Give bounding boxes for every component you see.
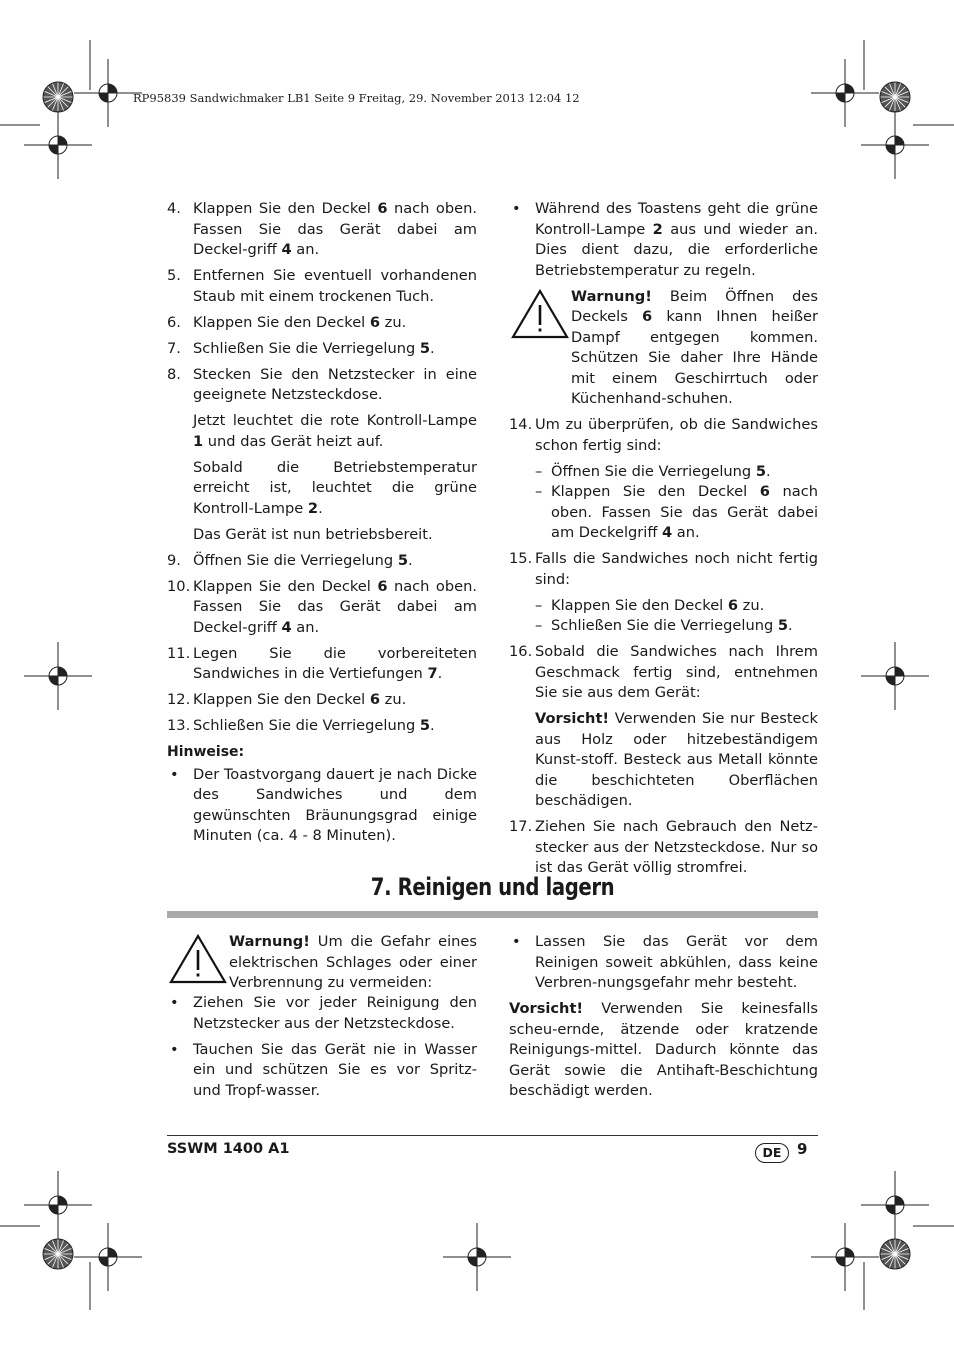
list-item: 16. Sobald die Sandwiches nach Ihrem Geschmack fertig sind, entnehmen Sie sie aus dem Gerät: (509, 643, 818, 701)
warning-icon (167, 932, 229, 986)
list-item: 14. Um zu überprüfen, ob die Sandwiches schon fertig sind: (509, 416, 818, 454)
section-right-column (509, 932, 818, 1102)
list-bullet: • Während des Toastens geht die grüne Kontroll-Lampe 2 aus und wieder an. Dies dient dazu, die erforderliche Betriebstemperatur zu regeln. (512, 200, 818, 279)
warning-icon (509, 287, 571, 341)
caution-note: Vorsicht! Verwenden Sie nur Besteck aus Holz oder hitzebeständigem Kunst-stoff. Besteck aus Metall könnte die beschichteten Oberflächen beschädigen. (535, 710, 818, 809)
list-item: 7. Schließen Sie die Verriegelung 5. (167, 339, 435, 357)
left-column (167, 199, 477, 852)
section-title: 7. Reinigen und lagern (370, 873, 615, 901)
dash-item: – Klappen Sie den Deckel 6 nach oben. Fassen Sie das Gerät dabei am Deckelgriff 4 an. (535, 483, 818, 541)
warning-block: Warnung! Beim Öffnen des Deckels 6 kann Ihnen heißer Dampf entgegen kommen. Schützen Sie daher Ihre Hände mit einem Geschirrtuch oder Küchenhand-schuhen. (509, 287, 818, 410)
list-item-note: Das Gerät ist nun betriebsbereit. (193, 525, 433, 543)
note-bullet: • Der Toastvorgang dauert je nach Dicke des Sandwiches und dem gewünschten Bräunungsgrad einige Minuten (ca. 4 - 8 Minuten). (170, 765, 477, 844)
list-item: 4. Klappen Sie den Deckel 6 nach oben. Fassen Sie das Gerät dabei am Deckel-griff 4 an. (167, 200, 477, 258)
language-badge: DE (755, 1143, 789, 1163)
list-item: 8. Stecken Sie den Netzstecker in eine geeignete Netzsteckdose. (167, 365, 477, 403)
list-item: 12. Klappen Sie den Deckel 6 zu. (167, 691, 407, 708)
section-left-column (167, 932, 477, 1107)
caution-note: Vorsicht! Verwenden Sie keinesfalls scheu-ernde, ätzende oder kratzende Reinigungs-mittel. Dadurch könnte das Gerät sowie die Antihaft-Beschichtung beschädigt werden. (509, 1000, 818, 1099)
dash-item: – Schließen Sie die Verriegelung 5. (535, 617, 793, 634)
list-item: 13. Schließen Sie die Verriegelung 5. (167, 717, 435, 734)
list-item: 9. Öffnen Sie die Verriegelung 5. (167, 551, 413, 569)
list-bullet: • Ziehen Sie vor jeder Reinigung den Netzstecker aus der Netzsteckdose. (170, 994, 477, 1032)
footer-rule (167, 1135, 818, 1136)
list-item-note: Jetzt leuchtet die rote Kontroll-Lampe 1 und das Gerät heizt auf. (193, 412, 477, 450)
notes-heading: Hinweise: (167, 744, 245, 760)
list-item: 6. Klappen Sie den Deckel 6 zu. (167, 313, 407, 331)
dash-item: – Klappen Sie den Deckel 6 zu. (535, 596, 765, 614)
list-item: 10. Klappen Sie den Deckel 6 nach oben. Fassen Sie das Gerät dabei am Deckel-griff 4 an. (167, 577, 477, 636)
list-item: 5. Entfernen Sie eventuell vorhandenen Staub mit einem trockenen Tuch. (167, 267, 477, 305)
right-column (509, 199, 818, 884)
page-number: 9 (797, 1140, 808, 1158)
footer-model: SSWM 1400 A1 (167, 1141, 290, 1157)
list-bullet: • Lassen Sie das Gerät vor dem Reinigen soweit abkühlen, dass keine Verbren-nungsgefahr mehr besteht. (512, 933, 818, 991)
list-item-note: Sobald die Betriebstemperatur erreicht ist, leuchtet die grüne Kontroll-Lampe 2. (193, 458, 477, 517)
print-header: RP95839 Sandwichmaker LB1 Seite 9 Freitag, 29. November 2013 12:04 12 (133, 91, 580, 105)
list-item: 11. Legen Sie die vorbereiteten Sandwiches in die Vertiefungen 7. (167, 644, 477, 682)
dash-item: – Öffnen Sie die Verriegelung 5. (535, 462, 771, 480)
section-rule (167, 911, 818, 918)
warning-block: Warnung! Um die Gefahr eines elektrischen Schlages oder einer Verbrennung zu vermeiden: (167, 932, 477, 994)
list-item: 15. Falls die Sandwiches noch nicht fertig sind: (509, 550, 818, 588)
list-item: 17. Ziehen Sie nach Gebrauch den Netz-stecker aus der Netzsteckdose. Nur so ist das Gerät völlig stromfrei. (509, 818, 818, 876)
list-bullet: • Tauchen Sie das Gerät nie in Wasser ein und schützen Sie es vor Spritz- und Tropf-wasser. (170, 1040, 477, 1099)
